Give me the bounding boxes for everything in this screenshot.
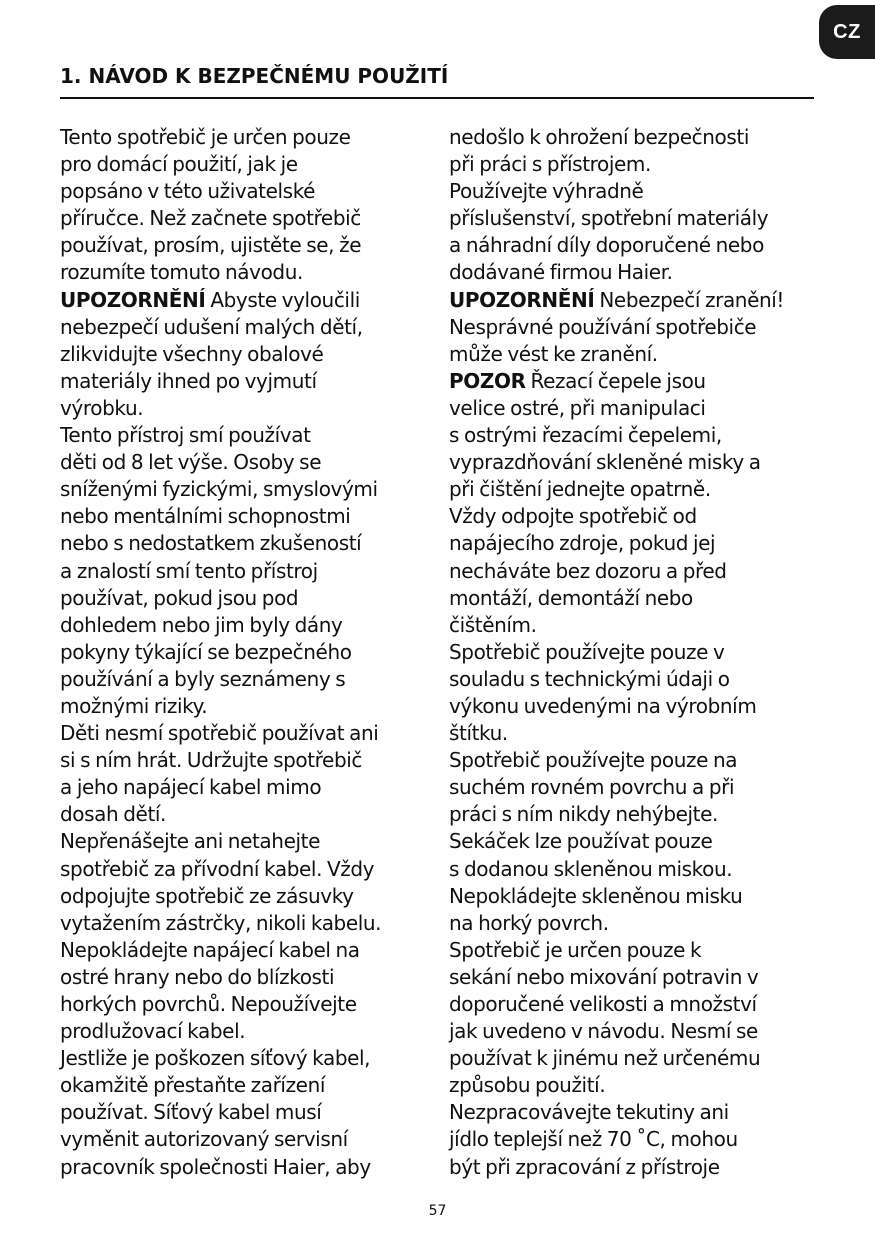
text-line: nebezpečí udušení malých dětí, <box>60 314 363 339</box>
text-line: prodlužovací kabel. <box>60 1019 246 1044</box>
text-line: okamžitě přestaňte zařízení <box>60 1073 326 1098</box>
text-line: Spotřebič je určen pouze k <box>449 937 702 962</box>
text-line: na horký povrch. <box>449 910 609 935</box>
text-line: Nesprávné používání spotřebiče <box>449 314 757 339</box>
text-line: doporučené velikosti a množství <box>449 992 757 1016</box>
text-line: ostré hrany nebo do blízkosti <box>60 964 335 989</box>
text-line: zlikvidujte všechny obalové <box>60 341 324 366</box>
text-line: a jeho napájecí kabel mimo <box>60 775 322 800</box>
text-line: spotřebič za přívodní kabel. Vždy <box>60 856 375 881</box>
text-line: Používejte výhradně <box>449 179 644 204</box>
text-line: používání a byly seznámeny s <box>60 666 346 691</box>
section-title: 1. NÁVOD K BEZPEČNÉMU POUŽITÍ <box>60 64 449 88</box>
text-line: sníženými fyzickými, smyslovými <box>60 477 378 502</box>
text-line: používat. Síťový kabel musí <box>60 1100 322 1125</box>
text-line: výkonu uvedenými na výrobním <box>449 693 757 718</box>
text-line: Tento přístroj smí používat <box>60 423 311 448</box>
text-line: suchém rovném povrchu a při <box>449 775 735 800</box>
page-number: 57 <box>428 1203 447 1219</box>
text-line <box>449 368 819 395</box>
warning-label: UPOZORNĚNÍ <box>60 287 206 312</box>
text-line: být při zpracování z přístroje <box>449 1154 720 1179</box>
warning-label: UPOZORNĚNÍ <box>449 287 595 312</box>
text-line: horkých povrchů. Nepoužívejte <box>60 992 357 1016</box>
text-line: rozumíte tomuto návodu. <box>60 260 303 285</box>
text-line: vyměnit autorizovaný servisní <box>60 1127 348 1152</box>
right-text-column <box>449 124 819 1181</box>
text-line: pokyny týkající se bezpečného <box>60 639 352 664</box>
text-line: pracovník společnosti Haier, aby <box>60 1154 371 1179</box>
text-line: si s ním hrát. Udržujte spotřebič <box>60 748 363 773</box>
text-line: montáží, demontáží nebo <box>449 585 693 610</box>
text-line: a náhradní díly doporučené nebo <box>449 233 764 258</box>
text-line: práci s ním nikdy nehýbejte. <box>449 802 718 827</box>
text-line: dodávané firmou Haier. <box>449 260 673 285</box>
text-line: používat, pokud jsou pod <box>60 585 299 610</box>
text-line: děti od 8 let výše. Osoby se <box>60 450 322 475</box>
text-line: s dodanou skleněnou miskou. <box>449 856 733 881</box>
text-line: pro domácí použití, jak je <box>60 152 298 177</box>
warning-text: Řezací čepele jsou <box>525 368 706 393</box>
text-line: Nepřenášejte ani netahejte <box>60 829 320 854</box>
text-line: Děti nesmí spotřebič používat ani <box>60 721 379 746</box>
warning-label: POZOR <box>449 368 526 393</box>
text-line: používat, prosím, ujistěte se, že <box>60 233 362 258</box>
text-line: při práci s přístrojem. <box>449 152 651 177</box>
text-line: nedošlo k ohrožení bezpečnosti <box>449 125 749 149</box>
text-line: Nezpracovávejte tekutiny ani <box>449 1100 729 1125</box>
warning-text: Abyste vyloučili <box>205 287 360 312</box>
text-line: vytažením zástrčky, nikoli kabelu. <box>60 910 382 935</box>
language-tab: CZ <box>819 5 875 59</box>
text-line: Spotřebič používejte pouze na <box>449 748 738 773</box>
text-line: velice ostré, při manipulaci <box>449 395 706 420</box>
text-line: Sekáček lze používat pouze <box>449 829 713 854</box>
text-line: způsobu použití. <box>449 1073 606 1098</box>
text-line <box>449 287 819 314</box>
text-line: Tento spotřebič je určen pouze <box>60 125 351 149</box>
text-line: napájecího zdroje, pokud jej <box>449 531 716 556</box>
text-line: jídlo teplejší než 70 ˚C, mohou <box>449 1127 738 1152</box>
text-line: Nepokládejte skleněnou misku <box>449 883 743 908</box>
text-line: příručce. Než začnete spotřebič <box>60 206 361 231</box>
text-line: dohledem nebo jim byly dány <box>60 612 343 637</box>
text-line: štítku. <box>449 721 508 746</box>
text-line: Vždy odpojte spotřebič od <box>449 504 697 529</box>
warning-text: Nebezpečí zranění! <box>594 287 785 312</box>
text-line: používat k jinému než určenému <box>449 1046 761 1071</box>
text-line: s ostrými řezacími čepelemi, <box>449 423 722 448</box>
text-line: jak uvedeno v návodu. Nesmí se <box>449 1019 758 1044</box>
text-line: Jestliže je poškozen síťový kabel, <box>60 1046 371 1071</box>
text-line: Spotřebič používejte pouze v <box>449 639 725 664</box>
title-divider <box>60 97 814 99</box>
text-line: souladu s technickými údaji o <box>449 666 730 691</box>
text-line: Nepokládejte napájecí kabel na <box>60 937 360 962</box>
text-line: může vést ke zranění. <box>449 341 658 366</box>
text-line: materiály ihned po vyjmutí <box>60 368 317 393</box>
text-line: nebo mentálními schopnostmi <box>60 504 351 529</box>
text-line: a znalostí smí tento přístroj <box>60 558 318 583</box>
text-line: dosah dětí. <box>60 802 166 827</box>
text-line: při čištění jednejte opatrně. <box>449 477 711 502</box>
text-line: necháváte bez dozoru a před <box>449 558 727 583</box>
text-line: výrobku. <box>60 395 144 420</box>
text-line: odpojujte spotřebič ze zásuvky <box>60 883 354 908</box>
text-line: nebo s nedostatkem zkušeností <box>60 531 362 556</box>
text-line: popsáno v této uživatelské <box>60 179 316 204</box>
text-line <box>60 287 430 314</box>
left-text-column <box>60 124 430 1181</box>
text-line: příslušenství, spotřební materiály <box>449 206 769 231</box>
text-line: sekání nebo mixování potravin v <box>449 964 759 989</box>
text-line: vyprazdňování skleněné misky a <box>449 450 761 475</box>
text-line: čištěním. <box>449 612 537 637</box>
text-line: možnými riziky. <box>60 693 208 718</box>
